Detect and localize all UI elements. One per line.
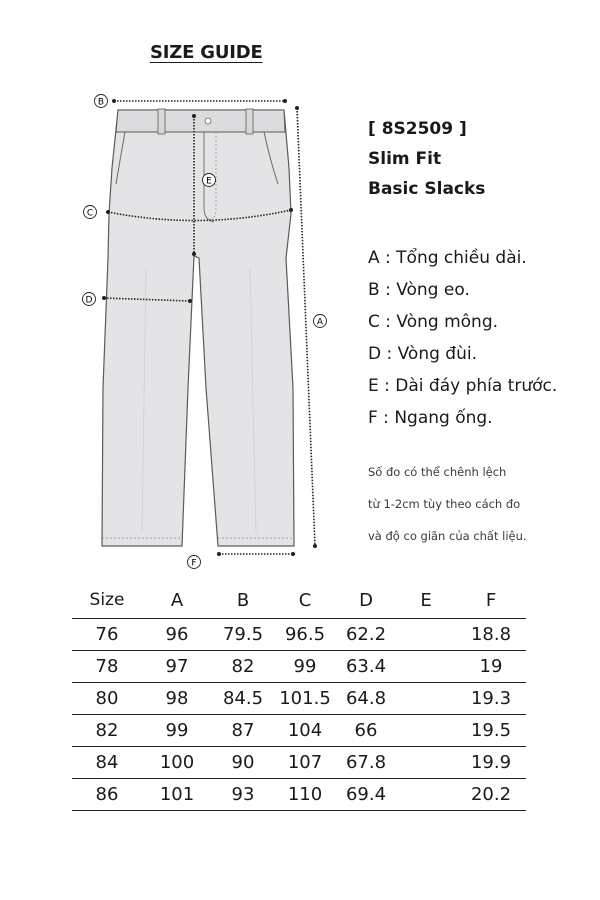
table-cell: 69.4 <box>336 779 396 811</box>
svg-text:E: E <box>206 176 212 187</box>
table-cell <box>396 747 456 779</box>
legend-item: F : Ngang ống. <box>368 408 493 428</box>
table-cell: 110 <box>274 779 336 811</box>
belt-loop <box>246 109 253 134</box>
legend-item: A : Tổng chiều dài. <box>368 248 527 268</box>
column-header: A <box>170 589 184 611</box>
belt-loop <box>158 109 165 134</box>
legend-item: C : Vòng mông. <box>368 312 499 332</box>
table-cell: 90 <box>212 747 274 779</box>
table-cell: 82 <box>212 651 274 683</box>
button <box>205 118 211 124</box>
measure-line-f <box>217 552 295 556</box>
marker-e <box>203 174 216 187</box>
pants-illustration <box>80 88 340 573</box>
marker-b <box>95 95 108 108</box>
measure-line-b <box>112 99 287 103</box>
table-cell: 63.4 <box>336 651 396 683</box>
svg-text:A: A <box>316 317 324 328</box>
table-cell: 19.3 <box>456 683 526 715</box>
table-cell: 101 <box>142 779 212 811</box>
table-cell: 101.5 <box>274 683 336 715</box>
table-cell: 96 <box>142 619 212 651</box>
table-cell <box>396 619 456 651</box>
table-cell: 96.5 <box>274 619 336 651</box>
table-cell: 62.2 <box>336 619 396 651</box>
product-fit: Slim Fit <box>368 149 442 169</box>
column-header: C <box>298 589 312 611</box>
table-cell <box>396 651 456 683</box>
product-code: [ 8S2509 ] <box>368 119 467 139</box>
table-cell: 19 <box>456 651 526 683</box>
product-name: Basic Slacks <box>368 179 486 199</box>
marker-f <box>188 556 201 569</box>
waistband <box>116 110 285 132</box>
table-cell: 84 <box>72 747 142 779</box>
column-header: Size <box>89 590 125 610</box>
column-header: D <box>359 589 373 611</box>
svg-text:D: D <box>85 295 93 306</box>
table-cell: 76 <box>72 619 142 651</box>
table-cell: 79.5 <box>212 619 274 651</box>
size-table <box>72 582 526 811</box>
table-cell: 84.5 <box>212 683 274 715</box>
legend-item: D : Vòng đùi. <box>368 344 477 364</box>
table-row <box>72 683 526 715</box>
table-cell: 93 <box>212 779 274 811</box>
table-cell: 104 <box>274 715 336 747</box>
table-cell: 87 <box>212 715 274 747</box>
table-cell: 82 <box>72 715 142 747</box>
table-cell: 99 <box>142 715 212 747</box>
table-cell <box>396 715 456 747</box>
table-cell: 18.8 <box>456 619 526 651</box>
measure-line-a <box>295 106 317 548</box>
marker-a <box>314 315 327 328</box>
legend-item: E : Dài đáy phía trước. <box>368 376 558 396</box>
table-row <box>72 747 526 779</box>
table-cell: 98 <box>142 683 212 715</box>
table-row <box>72 715 526 747</box>
table-cell: 19.5 <box>456 715 526 747</box>
table-cell <box>396 683 456 715</box>
table-row <box>72 779 526 811</box>
table-header-row <box>72 582 526 619</box>
table-row <box>72 619 526 651</box>
svg-text:B: B <box>97 97 105 108</box>
table-cell: 64.8 <box>336 683 396 715</box>
table-cell: 107 <box>274 747 336 779</box>
table-cell: 97 <box>142 651 212 683</box>
table-cell: 20.2 <box>456 779 526 811</box>
table-cell: 67.8 <box>336 747 396 779</box>
marker-c <box>84 206 97 219</box>
column-header: B <box>236 589 250 611</box>
table-row <box>72 651 526 683</box>
table-cell: 66 <box>336 715 396 747</box>
table-cell: 19.9 <box>456 747 526 779</box>
pants-diagram <box>80 88 340 573</box>
product-info <box>368 114 485 204</box>
column-header: E <box>420 589 432 611</box>
table-cell: 86 <box>72 779 142 811</box>
table-cell: 78 <box>72 651 142 683</box>
measurement-legend <box>368 242 557 434</box>
measurement-note <box>368 456 527 552</box>
svg-text:F: F <box>191 558 197 569</box>
column-header: F <box>485 589 497 611</box>
table-cell: 80 <box>72 683 142 715</box>
svg-text:C: C <box>86 208 94 219</box>
note-line: từ 1-2cm tùy theo cách đo <box>368 497 521 511</box>
table-cell: 100 <box>142 747 212 779</box>
page-title: SIZE GUIDE <box>150 42 263 63</box>
marker-d <box>83 293 96 306</box>
note-line: và độ co giãn của chất liệu. <box>368 529 527 543</box>
legend-item: B : Vòng eo. <box>368 280 470 300</box>
note-line: Số đo có thể chênh lệch <box>368 465 507 479</box>
table-cell <box>396 779 456 811</box>
table-cell: 99 <box>274 651 336 683</box>
pants-outline <box>102 110 294 546</box>
